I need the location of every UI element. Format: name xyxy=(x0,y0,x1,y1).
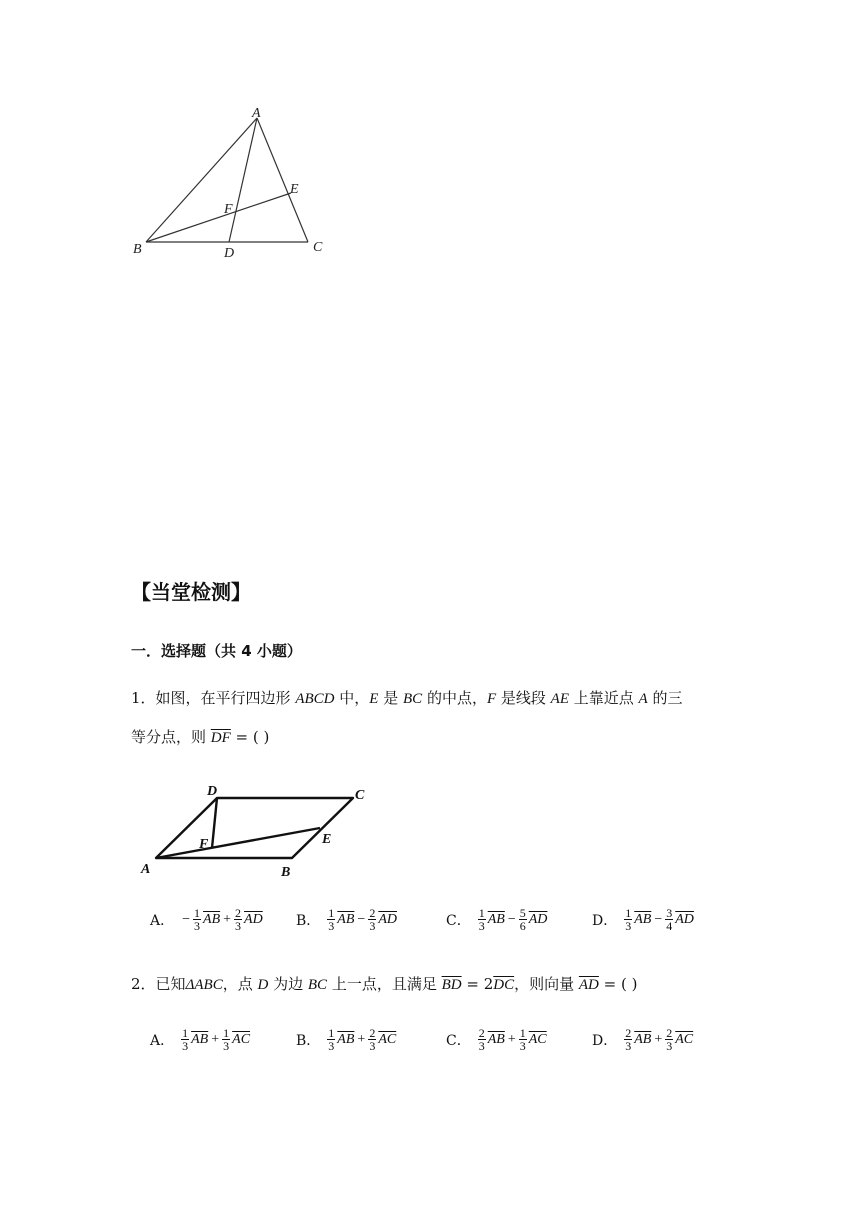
q2-option-a[interactable]: A． $\frac{1}{3}$ $\overline{AB}$ + $\frac{1}{3}$ $\overline{AC}$ xyxy=(150,1026,251,1053)
parallelogram-abcd xyxy=(156,798,353,858)
q1-option-a[interactable]: A． − $\frac{1}{3}$ $\overline{AB}$ + $\frac{2}{3}$ $\overline{AD}$ xyxy=(150,906,263,933)
segment-ad xyxy=(229,118,257,242)
q1-label-b: B xyxy=(281,865,291,880)
label-f: F xyxy=(224,202,233,217)
q1-label-a: A xyxy=(141,862,151,877)
label-e: E xyxy=(290,182,299,197)
segment-ac xyxy=(257,118,308,242)
q1-option-c[interactable]: C． $\frac{1}{3}$ $\overline{AB}$ − $\frac{5}{6}$ $\overline{AD}$ xyxy=(446,906,548,933)
segment-df xyxy=(212,798,217,848)
q1-option-b[interactable]: B． $\frac{1}{3}$ $\overline{AB}$ − $\frac{2}{3}$ $\overline{AD}$ xyxy=(296,906,397,933)
q1-line1: 1．如图，在平行四边形 ABCD 中，E 是 BC 的中点，F 是线段 AE 上靠近点 A 的三 xyxy=(131,689,683,707)
q1-label-e: E xyxy=(322,832,332,847)
q1-option-d[interactable]: D． $\frac{1}{3}$ $\overline{AB}$ − $\frac{3}{4}$ $\overline{AD}$ xyxy=(592,906,694,933)
section-title: 【当堂检测】 xyxy=(131,580,251,604)
q2-text: 2．已知ΔABC，点 D 为边 BC 上一点，且满足 $\overline{BD} = 2\overline{DC}$，则向量 $\overline{AD}$ = ( ) xyxy=(131,975,638,993)
triangle-figure xyxy=(128,105,348,265)
q2-option-b[interactable]: B． $\frac{1}{3}$ $\overline{AB}$ + $\frac{2}{3}$ $\overline{AC}$ xyxy=(296,1026,397,1053)
q1-label-f: F xyxy=(199,837,209,852)
q1-label-d: D xyxy=(207,784,218,799)
q2-option-d[interactable]: D． $\frac{2}{3}$ $\overline{AB}$ + $\frac{2}{3}$ $\overline{AC}$ xyxy=(592,1026,694,1053)
label-a: A xyxy=(252,106,261,121)
parallelogram-figure xyxy=(135,780,375,880)
label-b: B xyxy=(133,242,142,257)
q2-option-c[interactable]: C． $\frac{2}{3}$ $\overline{AB}$ + $\frac{1}{3}$ $\overline{AC}$ xyxy=(446,1026,547,1053)
label-d: D xyxy=(224,246,235,261)
q1-line2: 等分点，则 $\overline{DF}$ = ( ) xyxy=(131,728,270,746)
subsection-title: 一．选择题（共 4 小题） xyxy=(131,642,302,660)
q1-label-c: C xyxy=(355,788,365,803)
label-c: C xyxy=(313,240,323,255)
